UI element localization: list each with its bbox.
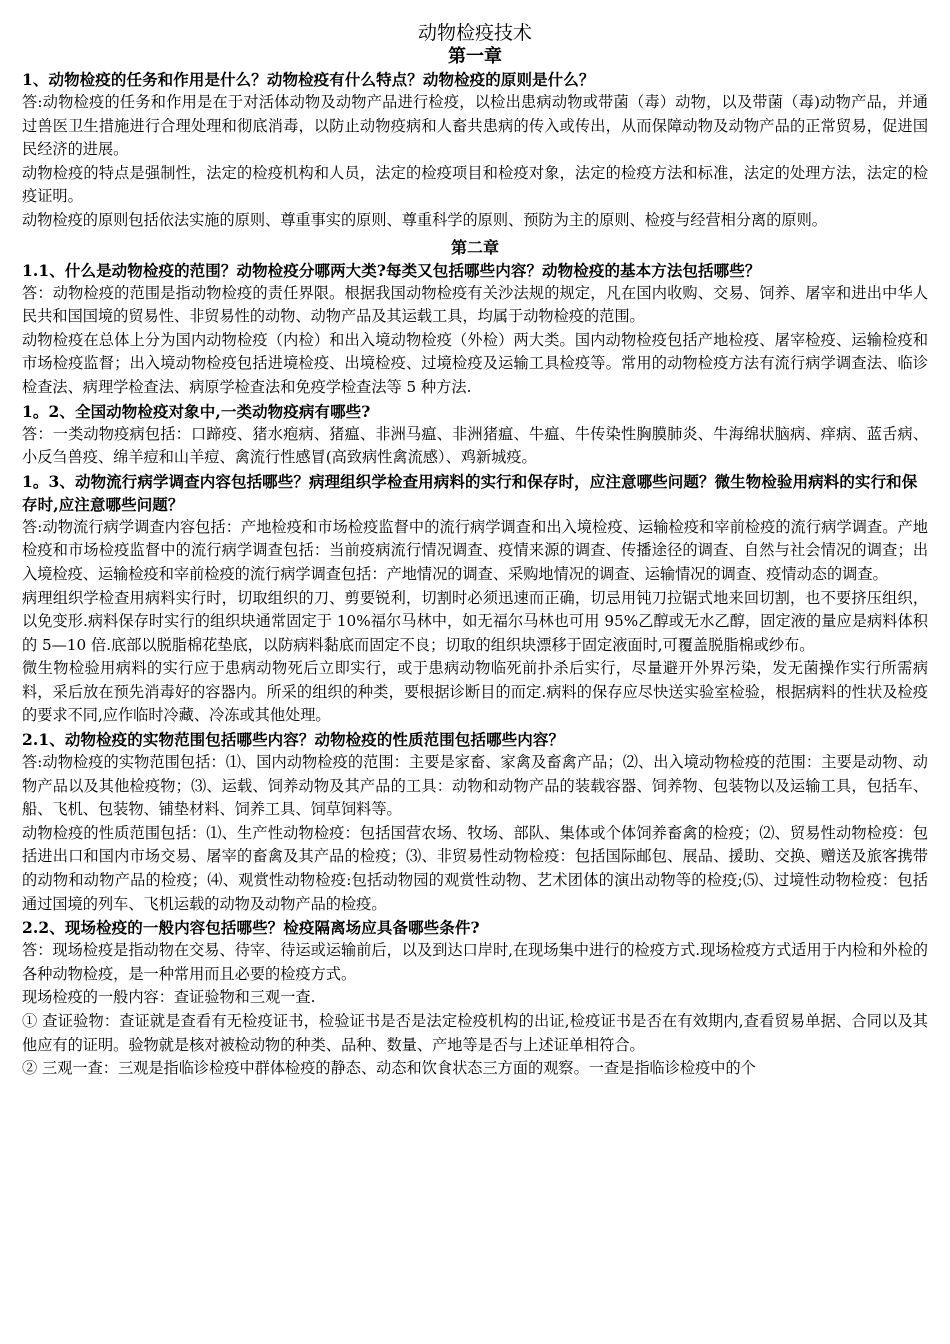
answer-paragraph: ① 查证验物：查证就是查看有无检疫证书，检验证书是否是法定检疫机构的出证,检疫证书是否在有效期内,查看贸易单据、合同以及其他应有的证明。验物就是核对被检动物的种类、品种、数量、产地等是否与上述证单相符合。 bbox=[22, 1012, 928, 1054]
chapter-1-heading: 第一章 bbox=[448, 46, 502, 67]
answer-paragraph: 微生物检验用病料的实行应于患病动物死后立即实行，或于患病动物临死前扑杀后实行，尽量避开外界污染，发无菌操作实行所需病料，采后放在预先消毒好的容器内。所采的组织的种类，要根据诊断目的而定.病料的保存应尽快送实验室检验，根据病料的性状及检疫的要求不同,应作临时冷藏、冷冻或其他处理。 bbox=[22, 659, 928, 725]
answer-paragraph: 答:动物流行病学调查内容包括：产地检疫和市场检疫监督中的流行病学调查和出入境检疫、运输检疫和宰前检疫的流行病学调查。产地检疫和市场检疫监督中的流行病学调查包括：当前疫病流行情况调查、疫情来源的调查、传播途径的调查、自然与社会情况的调查；出入境检疫、运输检疫和宰前检疫的流行病学调查包括：产地情况的调查、采购地情况的调查、运输情况的调查、疫情动态的调查。 bbox=[22, 517, 928, 583]
answer-paragraph: 病理组织学检查用病料实行时，切取组织的刀、剪要锐利，切割时必须迅速而正确，切忌用钝刀拉锯式地来回切割，也不要挤压组织，以免变形.病料保存时实行的组织块通常固定于 10%福尔马林中，如无福尔马林也可用 95%乙醇或无水乙醇，固定液的量应是病料体积的 5—10 倍.底部以脱脂棉花垫底，以防病料黏底而固定不良；切取的组织块漂移于固定液面时,可覆盖脱脂棉或纱布。 bbox=[22, 588, 928, 654]
answer-paragraph: 答:动物检疫的实物范围包括：⑴、国内动物检疫的范围：主要是家畜、家禽及畜禽产品；⑵、出入境动物检疫的范围：主要是动物、动物产品以及其他检疫物；⑶、运载、饲养动物及其产品的工具：动物和动物产品的装载容器、饲养物、包装物以及运输工具，包括车、船、飞机、包装物、铺垫材料、饲养工具、饲草饲料等。 bbox=[22, 753, 928, 819]
answer-paragraph: 现场检疫的一般内容：查证验物和三观一查. bbox=[22, 988, 316, 1007]
document-title: 动物检疫技术 bbox=[417, 22, 532, 44]
question-1-3: 1。3、动物流行病学调查内容包括哪些？病理组织学检查用病料的实行和保存时，应注意哪些问题？微生物检验用病料的实行和保存时,应注意哪些问题？ bbox=[22, 471, 918, 514]
answer-paragraph: 答:动物检疫的任务和作用是在于对活体动物及动物产品进行检疫，以检出患病动物或带菌（毒）动物，以及带菌（毒)动物产品，并通过兽医卫生措施进行合理处理和彻底消毒，以防止动物疫病和人畜共患病的传入或传出，从而保障动物及动物产品的正常贸易，促进国民经济的进展。 bbox=[22, 93, 928, 159]
answer-paragraph: 动物检疫的原则包括依法实施的原则、尊重事实的原则、尊重科学的原则、预防为主的原则、检疫与经营相分离的原则。 bbox=[22, 210, 827, 229]
answer-paragraph: 动物检疫在总体上分为国内动物检疫（内检）和出入境动物检疫（外检）两大类。国内动物检疫包括产地检疫、屠宰检疫、运输检疫和市场检疫监督；出入境动物检疫包括进境检疫、出境检疫、过境检疫及运输工具检疫等。常用的动物检疫方法有流行病学调查法、临诊检查法、病理学检查法、病原学检查法和免疫学检查法等 5 种方法. bbox=[22, 330, 928, 396]
question-2-1: 2.1、动物检疫的实物范围包括哪些内容？动物检疫的性质范围包括哪些内容？ bbox=[22, 730, 565, 750]
answer-paragraph: ② 三观一查：三观是指临诊检疫中群体检疫的静态、动态和饮食状态三方面的观察。一查是指临诊检疫中的个 bbox=[22, 1059, 756, 1078]
answer-paragraph: 动物检疫的特点是强制性，法定的检疫机构和人员，法定的检疫项目和检疫对象，法定的检疫方法和标准，法定的处理方法，法定的检疫证明。 bbox=[22, 163, 928, 206]
question-1-1: 1.1、什么是动物检疫的范围？动物检疫分哪两大类?每类又包括哪些内容？动物检疫的基本方法包括哪些？ bbox=[22, 260, 761, 280]
chapter-2-heading: 第二章 bbox=[450, 237, 499, 257]
question-1: 1、动物检疫的任务和作用是什么？动物检疫有什么特点？动物检疫的原则是什么？ bbox=[22, 70, 595, 89]
answer-paragraph: 答：现场检疫是指动物在交易、待宰、待运或运输前后，以及到达口岸时,在现场集中进行的检疫方式.现场检疫方式适用于内检和外检的各种动物检疫，是一种常用而且必要的检疫方式。 bbox=[22, 941, 928, 983]
answer-paragraph: 答：动物检疫的范围是指动物检疫的责任界限。根据我国动物检疫有关沙法规的规定，凡在国内收购、交易、饲养、屠宰和进出中华人民共和国国境的贸易性、非贸易性的动物、动物产品及其运载工具，均属于动物检疫的范围。 bbox=[22, 283, 928, 326]
answer-paragraph: 动物检疫的性质范围包括：⑴、生产性动物检疫：包括国营农场、牧场、部队、集体或个体饲养畜禽的检疫；⑵、贸易性动物检疫：包括进出口和国内市场交易、屠宰的畜禽及其产品的检疫；⑶、非贸易性动物检疫：包括国际邮包、展品、援助、交换、赠送及旅客携带的动物和动物产品的检疫；⑷、观赏性动物检疫:包括动物园的观赏性动物、艺术团体的演出动物等的检疫;⑸、过境性动物检疫：包括通过国境的列车、飞机运载的动物及动物产品的检疫。 bbox=[22, 823, 928, 913]
answer-paragraph: 答：一类动物疫病包括：口蹄疫、猪水疱病、猪瘟、非洲马瘟、非洲猪瘟、牛瘟、牛传染性胸膜肺炎、牛海绵状脑病、痒病、蓝舌病、小反刍兽疫、绵羊痘和山羊痘、禽流行性感冒(高致病性禽流感）、鸡新城疫。 bbox=[22, 424, 928, 467]
question-1-2: 1。2、全国动物检疫对象中,一类动物疫病有哪些? bbox=[22, 401, 371, 421]
question-2-2: 2.2、现场检疫的一般内容包括哪些？检疫隔离场应具备哪些条件? bbox=[22, 918, 480, 938]
